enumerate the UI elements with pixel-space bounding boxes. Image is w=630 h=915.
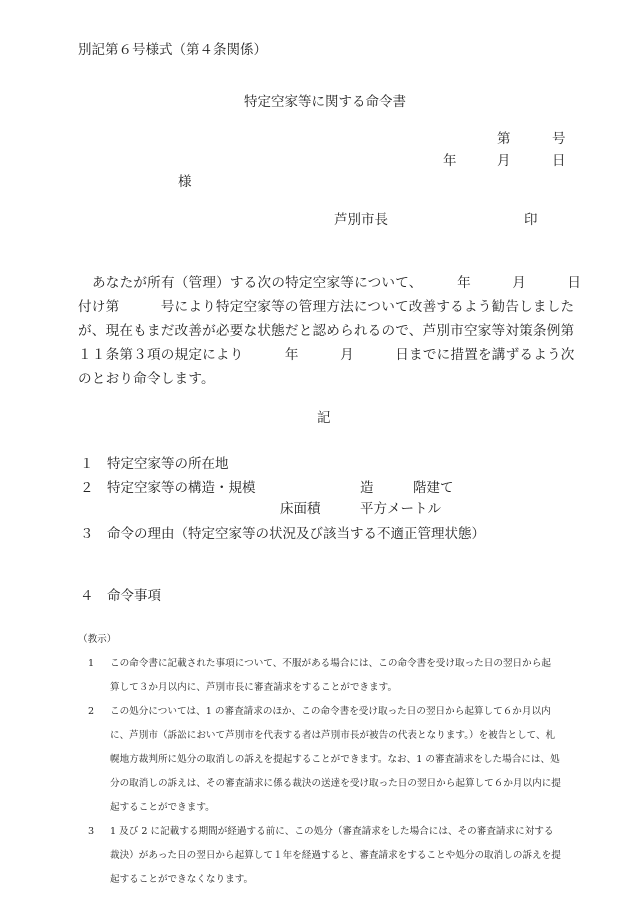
addressee-sama: 様 xyxy=(178,174,192,190)
body-line-4: １１条第３項の規定により 年 月 日までに措置を講ずるよう次 xyxy=(78,347,575,363)
number-go: 号 xyxy=(552,131,566,147)
note-3-line-3: 起することができなくなります。 xyxy=(110,874,254,885)
note-1-number: 1 xyxy=(88,658,95,669)
item-2-zou: 造 xyxy=(360,480,374,496)
note-3-line-2: 裁決）があった日の翌日から起算して１年を経過すると、審査請求をすることや処分の取消しの訴えを提 xyxy=(110,850,561,861)
note-1-line-1: この命令書に記載された事項について、不服がある場合には、この命令書を受け取った日の翌日から起 xyxy=(110,658,551,669)
item-2-floor-area: 床面積 xyxy=(280,501,321,517)
item-1: １ 特定空家等の所在地 xyxy=(80,456,229,472)
item-2-sqm: 平方メートル xyxy=(360,501,441,517)
body-line-3: が、現在もまだ改善が必要な状態だと認められるので、芦別市空家等対策条例第 xyxy=(78,323,575,339)
seal-mark: 印 xyxy=(524,212,538,228)
date-year: 年 xyxy=(443,153,457,169)
note-2-line-2: に、芦別市（訴訟において芦別市を代表する者は芦別市長が被告の代表となります。）を被告として、札 xyxy=(110,730,556,741)
item-3: ３ 命令の理由（特定空家等の状況及び該当する不適正管理状態） xyxy=(80,526,485,542)
note-1-line-2: 算して３か月以内に、芦別市長に審査請求をすることができます。 xyxy=(110,682,398,693)
note-3-number: 3 xyxy=(88,826,95,837)
note-2-line-5: 起することができます。 xyxy=(110,802,215,813)
note-2-number: 2 xyxy=(88,706,95,717)
note-2-line-1: この処分については、1 の審査請求のほか、この命令書を受け取った日の翌日から起算して６か月以内 xyxy=(110,706,551,717)
item-4: ４ 命令事項 xyxy=(80,588,161,604)
item-2: ２ 特定空家等の構造・規模 xyxy=(80,480,256,496)
page-title: 特定空家等に関する命令書 xyxy=(244,94,406,110)
date-month: 月 xyxy=(497,153,511,169)
form-label: 別記第６号様式（第４条関係） xyxy=(78,42,267,58)
note-2-line-3: 幌地方裁判所に処分の取消しの訴えを提起することができます。なお、1 の審査請求をした場合には、処 xyxy=(110,754,560,765)
issuer: 芦別市長 xyxy=(334,212,388,228)
body-line-1: あなたが所有（管理）する次の特定空家等について、 年 月 日 xyxy=(92,275,582,291)
note-3 xyxy=(78,820,578,844)
note-2-line-4: 分の取消しの訴えは、その審査請求に係る裁決の送達を受け取った日の翌日から起算して６か月以内に提 xyxy=(110,778,561,789)
note-2 xyxy=(78,700,578,724)
notes-section xyxy=(78,628,578,892)
date-day: 日 xyxy=(552,153,566,169)
notes-heading: （教示） xyxy=(78,634,117,645)
body-line-5: のとおり命令します。 xyxy=(78,371,215,387)
note-3-line-1: 1 及び 2 に記載する期間が経過する前に、この処分（審査請求をした場合には、その審査請求に対する xyxy=(110,826,554,837)
note-1 xyxy=(78,652,578,676)
item-2-kaidate: 階建て xyxy=(413,480,454,496)
body-line-2: 付け第 号により特定空家等の管理方法について改善するよう勧告しました xyxy=(78,299,575,315)
ki-heading: 記 xyxy=(317,410,331,426)
number-dai: 第 xyxy=(497,131,511,147)
